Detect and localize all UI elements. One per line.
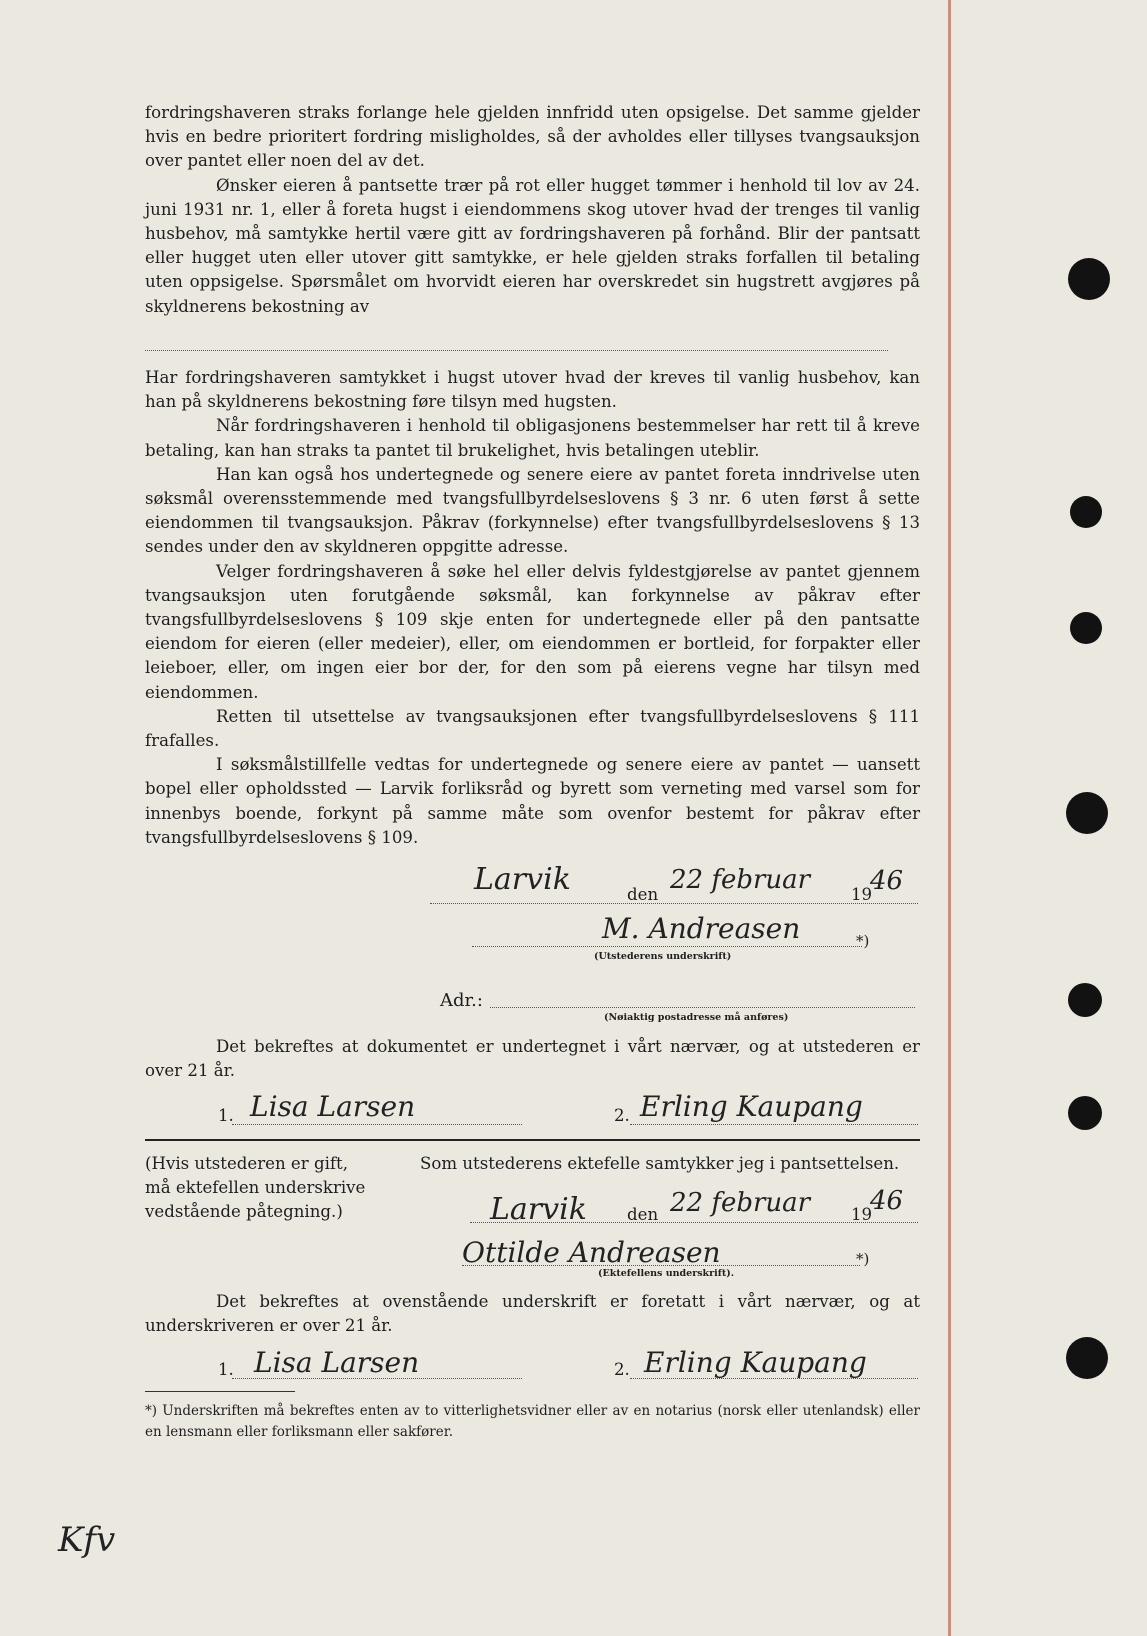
spouse-date-line bbox=[470, 1222, 918, 1223]
paragraph-4: Når fordringshaveren i henhold til obligasjonens bestemmelser har rett til å kreve betaling, kan han straks ta pantet til brukelighet, hvis betalingen uteblir. bbox=[145, 416, 920, 460]
paragraph-6: Velger fordringshaveren å søke hel eller delvis fyldestgjørelse av pantet gjennem tvangsauksjon uten forutgående søksmål, kan forkynnelse av påkrav efter tvangsfullbyrdelseslovens § 109 skje enten for undertegnede eller på den pantsatte eiendom for eieren (eller medeier), eller, om eiendommen er bortleid, for forpakter eller leieboer, eller, om ingen eier bor der, for den som på eierens vegne har tilsyn med eiendommen. bbox=[145, 561, 920, 702]
spouse-den-label: den bbox=[627, 1205, 659, 1224]
address-dotted-line bbox=[490, 1007, 915, 1008]
witness-number-1: 1. bbox=[218, 1106, 234, 1125]
address-caption: (Nøiaktig postadresse må anføres) bbox=[604, 1012, 789, 1023]
witness2-number-2: 2. bbox=[614, 1360, 630, 1379]
paragraph-1: fordringshaveren straks forlange hele gjelden innfridd uten opsigelse. Det samme gjelder hvis en bedre prioritert fordring misligholdes, så der avholdes eller tillyses tvangsauksjon over pantet eller noen del av det. bbox=[145, 103, 920, 171]
paragraph-3: Har fordringshaveren samtykket i hugst utover hvad der kreves til vanlig husbehov, kan han på skyldnerens bekostning føre tilsyn med hugsten. bbox=[145, 368, 920, 412]
paragraph-7: Retten til utsettelse av tvangsauksjonen efter tvangsfullbyrdelseslovens § 111 frafalles. bbox=[145, 706, 920, 751]
witness-line-1 bbox=[232, 1124, 522, 1125]
witness-line-2 bbox=[630, 1124, 918, 1125]
paragraph-5: Han kan også hos undertegnede og senere eiere av pantet foreta inndrivelse uten søksmål overensstemmende med tvangsfullbyrdelseslovens § 3 nr. 6 uten først å sette eiendommen til tvangsauksjon. Påkrav (forkynnelse) efter tvangsfullbyrdelseslovens § 13 sendes under den av skyldneren oppgitte adresse. bbox=[145, 464, 920, 557]
spouse-signature-line bbox=[462, 1265, 860, 1266]
binder-hole bbox=[1070, 612, 1102, 644]
den-label: den bbox=[627, 885, 659, 904]
handwritten-place: Larvik bbox=[474, 862, 571, 897]
signature-dotted-line bbox=[472, 946, 862, 947]
binder-hole bbox=[1068, 258, 1110, 300]
spouse-note: (Hvis utstederen er gift, må ektefellen underskrive vedstående påtegning.) bbox=[145, 1154, 366, 1221]
binder-hole bbox=[1066, 1337, 1108, 1379]
paragraph-8: I søksmålstillfelle vedtas for undertegnede og senere eiere av pantet — uansett bopel eller opholdssted — Larvik forliksråd og byrett som verneting med varsel som for innenbys boende, forkynt på samme måte som ovenfor bestemt for påkrav efter tvangsfullbyrdelseslovens § 109. bbox=[145, 755, 920, 847]
binder-hole bbox=[1068, 1096, 1102, 1130]
margin-initials: Kfv bbox=[58, 1520, 116, 1560]
spouse-consent: Som utstederens ektefelle samtykker jeg i pantsettelsen. bbox=[420, 1154, 900, 1173]
binder-hole bbox=[1068, 983, 1102, 1017]
binder-hole bbox=[1070, 496, 1102, 528]
witness-signature-1: Lisa Larsen bbox=[250, 1090, 416, 1123]
witness2-number-1: 1. bbox=[218, 1360, 234, 1379]
body-text-main bbox=[145, 366, 920, 850]
witness2-signature-2: Erling Kaupang bbox=[644, 1346, 867, 1379]
spouse-handwritten-year: 46 bbox=[870, 1186, 904, 1216]
witness2-line-1 bbox=[232, 1378, 522, 1379]
margin-rule bbox=[948, 0, 951, 1636]
spouse-asterisk: *) bbox=[856, 1250, 870, 1268]
asterisk-mark: *) bbox=[856, 932, 870, 950]
spouse-signature-caption: (Ektefellens underskrift). bbox=[598, 1268, 735, 1279]
dotted-fill-line bbox=[145, 350, 888, 351]
spouse-signature: Ottilde Andreasen bbox=[462, 1236, 721, 1269]
footnote: *) Underskriften må bekreftes enten av to vitterlighetsvidner eller av en notarius (norsk eller utenlandsk) eller en lensmann eller forliksmann eller sakfører. bbox=[145, 1403, 920, 1440]
spouse-handwritten-date: 22 februar bbox=[670, 1188, 811, 1218]
witness-number-2: 2. bbox=[614, 1106, 630, 1125]
body-text-top bbox=[145, 101, 920, 319]
year-prefix: 19 bbox=[851, 885, 873, 904]
signature-caption: (Utstederens underskrift) bbox=[594, 951, 732, 962]
paragraph-2: Ønsker eieren å pantsette trær på rot eller hugget tømmer i henhold til lov av 24. juni 1931 nr. 1, eller å foreta hugst i eiendommens skog utover hvad der trenges til vanlig husbehov, må samtykke hertil være gitt av fordringshaveren på forhånd. Blir der pantsatt eller hugget uten eller utover gitt samtykke, er hele gjelden straks forfallen til betaling uten oppsigelse. Spørsmålet om hvorvidt eieren har overskredet sin hugstrett avgjøres på skyldnerens bekostning av bbox=[145, 175, 920, 316]
date-dotted-line bbox=[430, 903, 918, 904]
binder-hole bbox=[1066, 792, 1108, 834]
witness-statement-1: Det bekreftes at dokumentet er undertegnet i vårt nærvær, og at utstederen er over 21 år. bbox=[145, 1037, 920, 1081]
footnote-rule bbox=[145, 1391, 295, 1392]
issuer-signature: M. Andreasen bbox=[602, 912, 801, 945]
witness2-signature-1: Lisa Larsen bbox=[254, 1346, 420, 1379]
witness-signature-2: Erling Kaupang bbox=[640, 1090, 863, 1123]
witness2-line-2 bbox=[630, 1378, 918, 1379]
handwritten-year: 46 bbox=[870, 866, 904, 896]
section-divider bbox=[145, 1139, 920, 1141]
address-label: Adr.: bbox=[440, 990, 483, 1011]
witness-statement-2: Det bekreftes at ovenstående underskrift er foretatt i vårt nærvær, og at underskriveren er over 21 år. bbox=[145, 1292, 920, 1336]
handwritten-date: 22 februar bbox=[670, 865, 811, 895]
spouse-year-prefix: 19 bbox=[851, 1205, 873, 1224]
spouse-handwritten-place: Larvik bbox=[490, 1192, 587, 1227]
